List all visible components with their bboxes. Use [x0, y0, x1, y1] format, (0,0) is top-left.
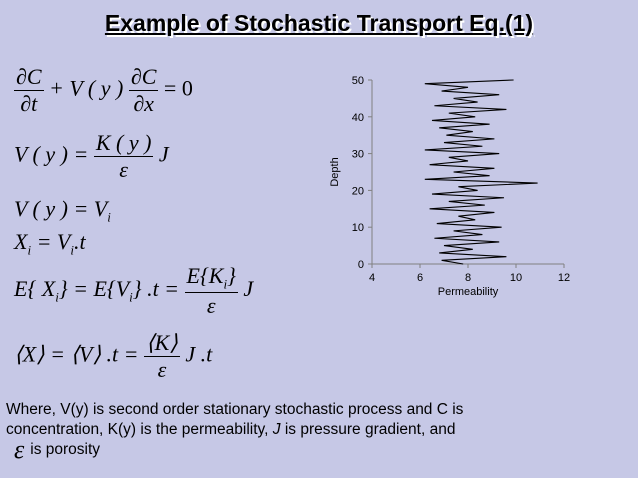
y-tick-label: 50	[351, 75, 364, 87]
y-tick-label: 0	[357, 259, 364, 271]
x-tick-label: 6	[416, 272, 424, 284]
x-tick-label: 4	[368, 272, 376, 284]
y-tick-label: 30	[351, 148, 364, 161]
slide-caption	[6, 400, 632, 464]
equation-velocity: V ( y ) = $\frac{K ( y )}{\varepsilon}$ J	[14, 130, 169, 182]
caption-line-2: concentration, K(y) is the permeability, J is pressure gradient, and	[6, 421, 456, 438]
fraction-dc-dt: $\frac{\partial C}{\partial t}$	[16, 64, 42, 116]
fraction-dc-dx: $\frac{\partial C}{\partial x}$	[130, 64, 157, 116]
fraction-ek-over-eps: $\frac{E\{K_i\}}{\varepsilon}$	[186, 263, 236, 319]
epsilon-symbol: ε	[14, 435, 25, 464]
equation-expectation: E{ $X_i\} = E\{V_i\}$ .t = $\frac{E\{K_i\}}{\varepsilon}$ J	[14, 263, 254, 319]
caption-line-1: Where, V(y) is second order stationary stochastic process and C is	[6, 401, 464, 418]
y-tick-label: 20	[351, 185, 364, 198]
equation-position: $X_i = V_i.t$	[14, 229, 86, 258]
x-tick-label: 8	[464, 272, 472, 284]
x-tick-label: 12	[557, 272, 571, 284]
slide-title: Example of Stochastic Transport Eq.(1)	[104, 10, 534, 36]
permeability-depth-chart	[324, 66, 624, 311]
y-tick-label: 10	[351, 222, 364, 235]
caption-line-3: εis porosity	[14, 435, 101, 464]
equation-transport: $\frac{\partial C}{\partial t}$ + V ( y ) $\frac{\partial C}{\partial x}$ = 0	[16, 64, 193, 116]
y-tick-label: 40	[351, 111, 364, 124]
x-axis-label: Permeability	[437, 286, 499, 298]
x-tick-label: 10	[509, 272, 523, 284]
equation-mean: ⟨X⟩ = ⟨V⟩ .t = $\frac{⟨K⟩}{\varepsilon}$ J .t	[14, 330, 213, 382]
fraction-meank-over-eps: $\frac{⟨K⟩}{\varepsilon}$	[146, 330, 178, 382]
equation-velocity-discrete: V ( y ) = $V_i$	[14, 196, 111, 225]
y-axis-label: Depth	[329, 157, 341, 187]
fraction-k-over-eps: $\frac{K ( y )}{\varepsilon}$	[95, 130, 152, 182]
series-line	[425, 80, 538, 264]
